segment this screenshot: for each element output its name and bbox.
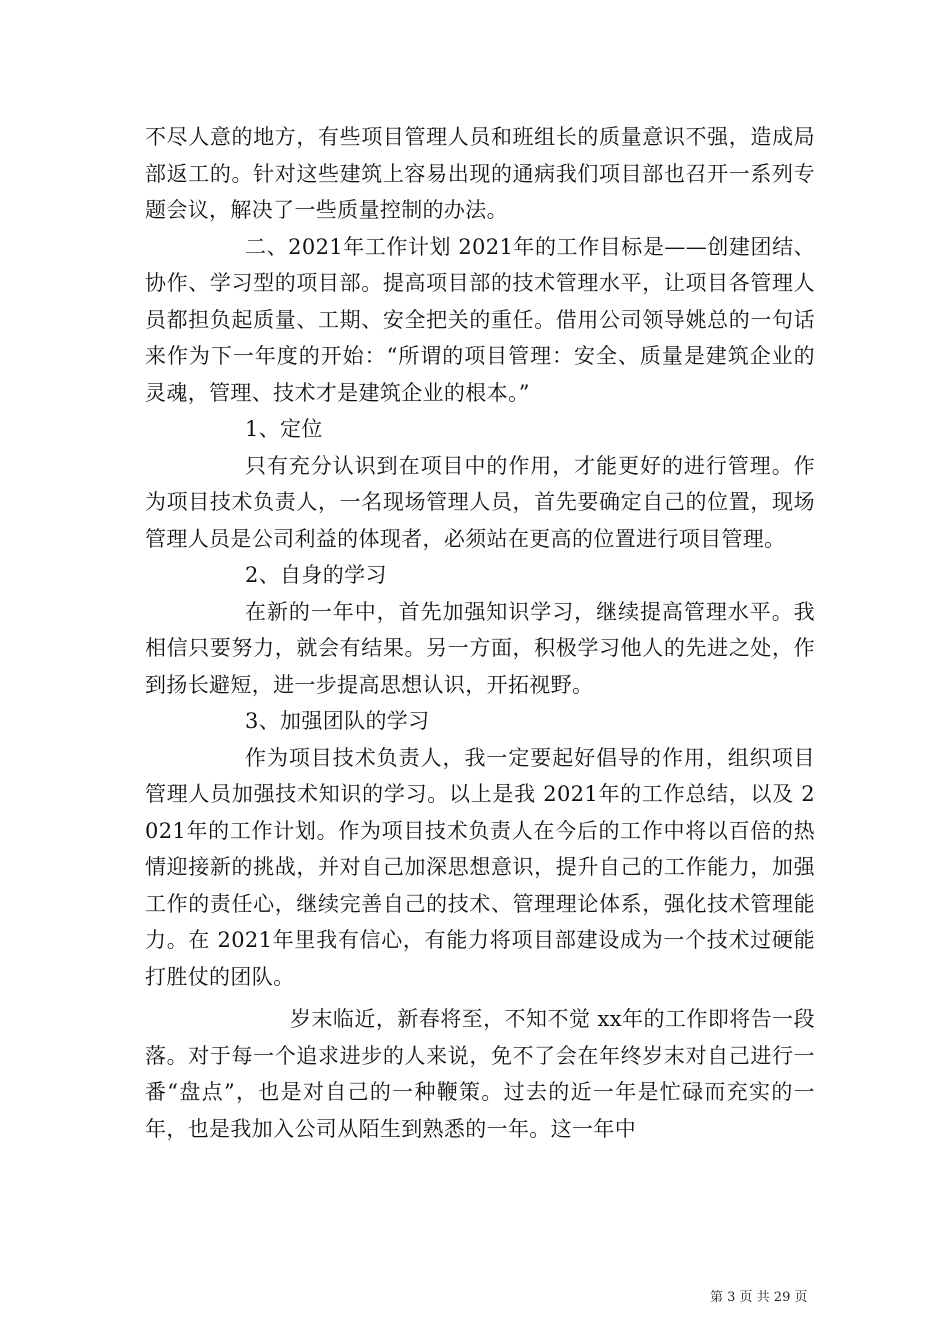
heading-self-learning: 2、自身的学习 (245, 563, 387, 587)
paragraph-team-learning: 作为项目技术负责人，我一定要起好倡导的作用，组织项目管理人员加强技术知识的学习。以上是我 2021年的工作总结，以及 2021年的工作计划。作为项目技术负责人在今后的工作中将以百倍的热情迎接新的挑战，并对自己加深思想意识，提升自己的工作能力，加强工作的责任心，继续完善自己的技术、管理理论体系，强化技术管理能力。在 2021年里我有信心，有能力将项目部建设成为一个技术过硬能打胜仗的团队。 (145, 745, 815, 989)
paragraph-year-end: 岁末临近，新春将至，不知不觉 xx年的工作即将告一段落。对于每一个追求进步的人来说，免不了会在年终岁末对自己进行一番“盘点”，也是对自己的一种鞭策。过去的近一年是忙碌而充实的一年，也是我加入公司从陌生到熟悉的一年。这一年中 (145, 1007, 815, 1141)
page-number: 第 3 页 共 29 页 (710, 1290, 808, 1305)
paragraph-positioning: 只有充分认识到在项目中的作用，才能更好的进行管理。作为项目技术负责人，一名现场管理人员，首先要确定自己的位置，现场管理人员是公司利益的体现者，必须站在更高的位置进行项目管理。 (145, 453, 815, 551)
heading-positioning: 1、定位 (245, 417, 323, 441)
document-body (145, 119, 815, 1147)
paragraph-self-learning: 在新的一年中，首先加强知识学习，继续提高管理水平。我相信只要努力，就会有结果。另一方面，积极学习他人的先进之处，作到扬长避短，进一步提高思想认识，开拓视野。 (145, 599, 815, 697)
paragraph-quality-issues: 不尽人意的地方，有些项目管理人员和班组长的质量意识不强，造成局部返工的。针对这些建筑上容易出现的通病我们项目部也召开一系列专题会议，解决了一些质量控制的办法。 (145, 125, 815, 222)
paragraph-2021-plan: 二、2021年工作计划 2021年的工作目标是——创建团结、协作、学习型的项目部。提高项目部的技术管理水平，让项目各管理人员都担负起质量、工期、安全把关的重任。借用公司领导姚总的一句话来作为下一年度的开始：“所谓的项目管理：安全、质量是建筑企业的灵魂，管理、技术才是建筑企业的根本。” (145, 234, 815, 405)
heading-team-learning: 3、加强团队的学习 (245, 709, 430, 733)
